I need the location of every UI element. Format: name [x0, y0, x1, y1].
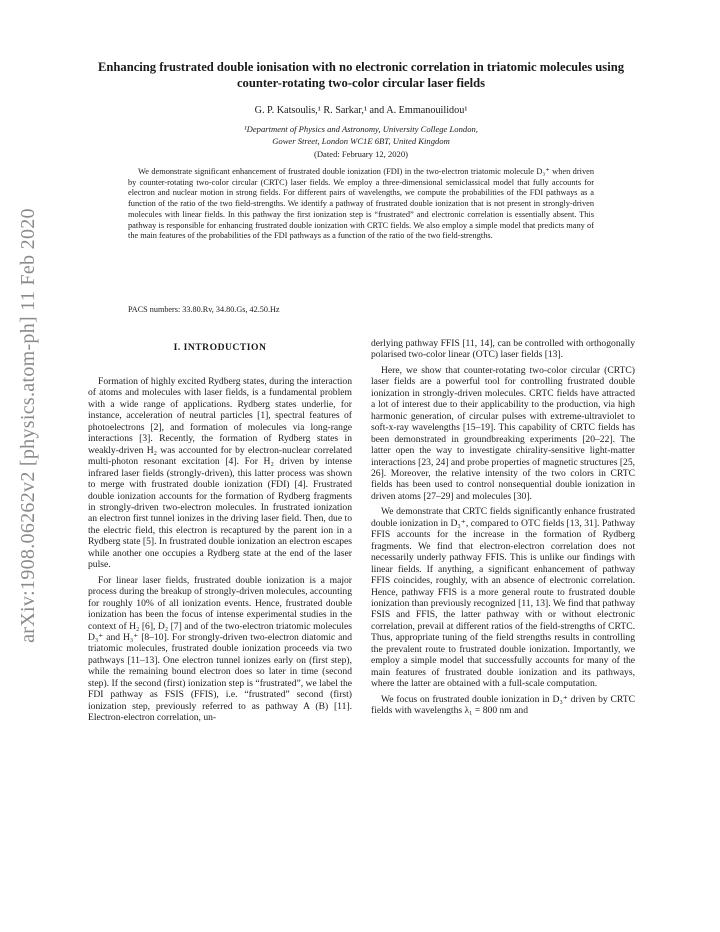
date-line: (Dated: February 12, 2020) — [313, 149, 409, 159]
affiliation-line-1: ¹Department of Physics and Astronomy, University College London, — [244, 124, 478, 134]
intro-paragraph-5: We focus on frustrated double ionization in D₃⁺ driven by CRTC fields with wavelengths λ₁ = 800 nm and — [371, 693, 635, 717]
right-column — [371, 338, 635, 721]
section-heading-introduction: I. INTRODUCTION — [173, 342, 267, 353]
intro-paragraph-4: We demonstrate that CRTC fields significantly enhance frustrated double ionization in D₃⁺, compared to OTC fields [13, 31]. Pathway FFIS accounts for the increase in the formation of Rydberg fragments. We find that electron-electron correlation does not necessarily underly pathway FFIS. This is unlike our findings with linear fields. If anything, a significant enhancement of pathway FFIS coincides, roughly, with an absence of electronic correlation. Hence, pathway FFIS is a more general route to frustrated double ionization than previously recognized [11, 13]. We find that pathway FSIS and FFIS, the latter pathway with or without electronic correlation, prevail at different ratios of the field-strengths of CRTC. Thus, appropriate tuning of the field strengths results in controlling the prevalent route to frustrated double ionization. Importantly, we employ a simple model that successfully accounts for many of the main features of frustrated double ionization and its pathways, where the latter are obtained with a full-scale computation. — [371, 506, 635, 690]
intro-paragraph-2-continued: derlying pathway FFIS [11, 14], can be controlled with orthogonally polarised two-color linear (OTC) laser fields [13]. — [371, 338, 635, 361]
affiliation-line-2: Gower Street, London WC1E 6BT, United Kingdom — [272, 135, 450, 146]
intro-paragraph-3: Here, we show that counter-rotating two-color circular (CRTC) laser fields are a powerful tool for controlling frustrated double ionization in strongly-driven molecules. CRTC fields have attracted a lot of interest due to their applicability to the production, via high harmonic generation, of circular pulses with extreme-ultraviolet to soft-x-ray wavelengths [15–19]. This capability of CRTC fields has been demonstrated in groundbreaking experiments [20–22]. The latter open the way to investigate chirality-sensitive light-matter interactions [23, 24] and probe properties of magnetic structures [25, 26]. Moreover, the relative intensity of the two colors in CRTC fields has been used to control nonsequential double ionization in driven atoms [27–29] and molecules [30]. — [371, 364, 636, 502]
author-list: G. P. Katsoulis,¹ R. Sarkar,¹ and A. Emmanouilidou¹ — [254, 105, 468, 116]
author-affiliation — [80, 124, 642, 147]
abstract: We demonstrate significant enhancement of frustrated double ionization (FDI) in the two-electron triatomic molecule D₃⁺ when driven by counter-rotating two-color circular (CRTC) laser fields. We employ a three-dimensional semiclassical model that fully accounts for electron and nuclear motion in strong fields. For different pairs of wavelengths, we compute the probabilities of the FDI pathways as a function of the ratio of the two field-strengths. We identify a pathway of frustrated double ionization that is not present in strongly-driven molecules with linear fields. In this pathway the first ionization step is “frustrated” and electronic correlation is essentially absent. This pathway is responsible for enhancing frustrated double ionization with CRTC fields. We also employ a simple model that predicts many of the main features of the probabilities of the FDI pathways as a function of the ratio of the two field-strengths. — [128, 167, 594, 241]
paper-title: Enhancing frustrated double ionisation with no electronic correlation in triatomic molecules using counter-rotating two-color circular laser fields — [97, 60, 625, 90]
intro-paragraph-1: Formation of highly excited Rydberg states, during the interaction of atoms and molecules with laser fields, is a fundamental problem with a wide range of applications. Rydberg states underlie, for instance, acceleration of neutral particles [1], spectral features of photoelectrons [2], and formation of molecules via long-range interactions [3]. Recently, the formation of Rydberg states in weakly-driven H₂ was accounted for by electron-nuclear correlated multi-photon resonant excitation [4]. For H₂ driven by intense infrared laser fields (strongly-driven), this latter process was shown to merge with frustrated double ionization (FDI) [4]. Frustrated double ionization accounts for the formation of Rydberg fragments in strongly-driven two-electron molecules. In frustrated ionization an electron first tunnel ionizes in the driving laser field. Then, due to the electric field, this electron is recaptured by the parent ion in a Rydberg state [5]. In frustrated double ionization an electron escapes while another one occupies a Rydberg state at the end of the laser pulse. — [88, 376, 352, 571]
arxiv-identifier-stamp — [8, 190, 48, 660]
left-column — [88, 376, 352, 728]
arxiv-identifier-text: arXiv:1908.06262v2 [physics.atom-ph] 11 Feb 2020 — [16, 207, 39, 643]
intro-paragraph-2: For linear laser fields, frustrated double ionization is a major process during the breakup of strongly-driven molecules, accounting for roughly 10% of all ionization events. Hence, frustrated double ionization has been the focus of intense experimental studies in the context of H₂ [6], D₂ [7] and of the two-electron triatomic molecules D₃⁺ and H₃⁺ [8–10]. For strongly-driven two-electron diatomic and triatomic molecules, frustrated double ionization proceeds via two pathways [11–13]. One electron tunnel ionizes early on (first step), while the remaining bound electron does so later in time (second step). If the second (first) ionization step is “frustrated”, we label the FDI pathway as FSIS (FFIS), i.e. “frustrated” second (first) ionization step, previously referred to as pathway A (B) [11]. Electron-electron correlation, un- — [88, 574, 352, 724]
pacs-numbers: PACS numbers: 33.80.Rv, 34.80.Gs, 42.50.Hz — [128, 305, 280, 314]
